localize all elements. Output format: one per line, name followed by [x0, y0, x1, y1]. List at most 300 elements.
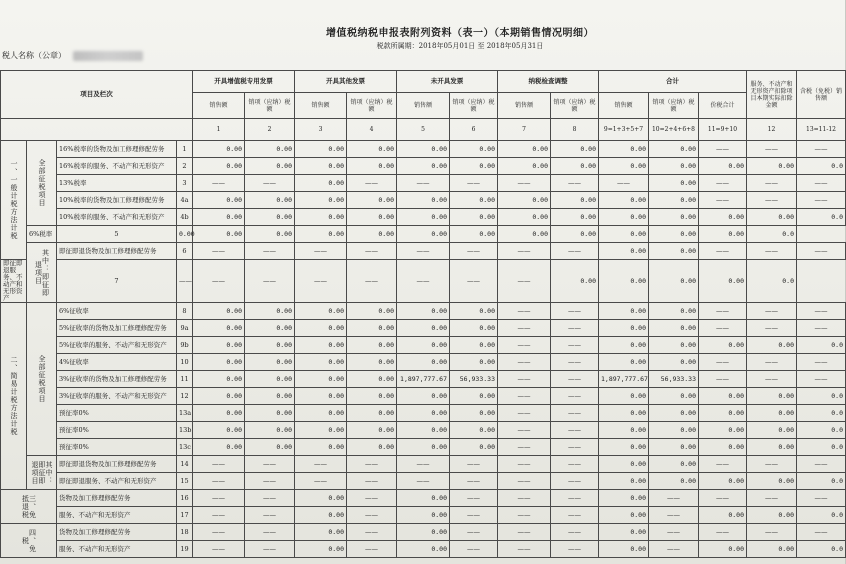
sub-header: 销项（应纳）税额 [347, 93, 397, 119]
value-cell: 0.00 [649, 209, 699, 226]
table-row [1, 405, 846, 422]
value-cell: 0.00 [747, 541, 797, 558]
row-number: 10 [177, 354, 193, 371]
value-cell: 0.00 [295, 141, 347, 158]
value-cell: 0.00 [599, 192, 649, 209]
row-number: 9a [177, 320, 193, 337]
value-cell: —— [193, 260, 245, 303]
value-cell: —— [551, 405, 599, 422]
value-cell: 0.00 [193, 209, 245, 226]
value-cell: —— [551, 439, 599, 456]
value-cell: 0.00 [498, 226, 551, 243]
value-cell: 0.00 [347, 388, 397, 405]
value-cell: —— [551, 243, 599, 260]
value-cell: 0.00 [295, 422, 347, 439]
value-cell: —— [747, 456, 797, 473]
value-cell: 1,897,777.67 [599, 371, 649, 388]
value-cell: 0.00 [649, 388, 699, 405]
value-cell: 0.00 [347, 320, 397, 337]
form-title: 增值税纳税申报表附列资料（表一）（本期销售情况明细） [326, 28, 594, 39]
row-label: 10%税率的货物及加工修理修配劳务 [57, 192, 177, 209]
sub-header: 销售额 [397, 93, 450, 119]
value-cell: 0.00 [397, 507, 450, 524]
value-cell: 0.00 [193, 439, 245, 456]
row-label: 16%税率的货物及加工修理修配劳务 [57, 141, 177, 158]
value-cell: 0.00 [397, 422, 450, 439]
row-number: 15 [177, 473, 193, 490]
value-cell: 0.0 [797, 209, 846, 226]
group-header-total: 合计 [599, 71, 747, 93]
value-cell: 0.00 [295, 192, 347, 209]
row-label: 服务、不动产和无形资产 [57, 541, 177, 558]
value-cell: —— [295, 456, 347, 473]
value-cell: —— [797, 354, 846, 371]
value-cell: 0.00 [649, 226, 699, 243]
value-cell: —— [551, 175, 599, 192]
table-row [1, 320, 846, 337]
value-cell: —— [498, 260, 551, 303]
value-cell: —— [551, 524, 599, 541]
value-cell: —— [193, 541, 245, 558]
value-cell: 0.00 [347, 354, 397, 371]
value-cell: 0.00 [699, 226, 747, 243]
row-label: 即征即退货物及加工修理修配劳务 [57, 243, 177, 260]
value-cell: 0.0 [797, 158, 846, 175]
value-cell: 0.00 [193, 320, 245, 337]
table-row [1, 243, 846, 260]
value-cell: —— [498, 524, 551, 541]
value-cell: 0.00 [295, 371, 347, 388]
value-cell: —— [699, 371, 747, 388]
value-cell: 0.00 [599, 541, 649, 558]
value-cell: 0.00 [599, 260, 649, 303]
sub-header: 销项（应纳）税额 [649, 93, 699, 119]
value-cell: 0.00 [599, 473, 649, 490]
value-cell: —— [245, 507, 295, 524]
value-cell: —— [498, 303, 551, 320]
value-cell: 0.00 [295, 541, 347, 558]
value-cell: —— [193, 456, 245, 473]
value-cell: 0.00 [699, 209, 747, 226]
row-number: 13a [177, 405, 193, 422]
value-cell: 0.00 [551, 226, 599, 243]
value-cell: —— [649, 541, 699, 558]
value-cell: —— [347, 260, 397, 303]
value-cell: 0.00 [193, 141, 245, 158]
table-row [1, 226, 846, 243]
group-header-inspection: 纳税检查调整 [498, 71, 599, 93]
value-cell: 0.00 [347, 371, 397, 388]
value-cell: 0.00 [397, 490, 450, 507]
value-cell: —— [498, 439, 551, 456]
col-number: 11=9+10 [699, 119, 747, 141]
value-cell: 0.00 [245, 422, 295, 439]
value-cell: 0.00 [245, 192, 295, 209]
value-cell: 0.00 [498, 158, 551, 175]
value-cell: 0.0 [797, 388, 846, 405]
value-cell: —— [551, 422, 599, 439]
value-cell: 0.00 [649, 243, 699, 260]
value-cell: —— [295, 473, 347, 490]
value-cell: —— [450, 243, 498, 260]
value-cell: —— [347, 243, 397, 260]
value-cell: 0.00 [599, 303, 649, 320]
sales-detail-table [0, 70, 846, 558]
col-number: 5 [397, 119, 450, 141]
value-cell: —— [551, 354, 599, 371]
row-label: 预征率0% [57, 422, 177, 439]
table-row [1, 524, 846, 541]
row-label: 13%税率 [57, 175, 177, 192]
row-number: 4b [177, 209, 193, 226]
value-cell: 0.00 [347, 422, 397, 439]
section-label: 四、免税 [1, 524, 57, 558]
group-header-no-invoice: 未开具发票 [397, 71, 498, 93]
sub-header: 销项（应纳）税额 [450, 93, 498, 119]
value-cell: 0.00 [193, 226, 245, 243]
value-cell: 0.00 [450, 439, 498, 456]
group-header-special-invoice: 开具增值税专用发票 [193, 71, 295, 93]
row-label: 预征率0% [57, 439, 177, 456]
value-cell: 0.00 [747, 388, 797, 405]
value-cell: —— [699, 354, 747, 371]
row-label: 5%征收率的服务、不动产和无形资产 [57, 337, 177, 354]
value-cell: —— [397, 175, 450, 192]
col-number: 4 [347, 119, 397, 141]
value-cell: —— [245, 541, 295, 558]
row-label: 6%税率 [27, 226, 57, 243]
value-cell: 0.00 [551, 192, 599, 209]
col-number: 7 [498, 119, 551, 141]
group-header-tax-inclusive: 含税（免税）销售额 [797, 71, 846, 119]
value-cell: 0.00 [747, 422, 797, 439]
value-cell: 0.00 [599, 209, 649, 226]
value-cell: —— [245, 260, 295, 303]
value-cell: 0.00 [747, 507, 797, 524]
value-cell: 0.00 [649, 405, 699, 422]
value-cell: —— [498, 175, 551, 192]
table-row [1, 141, 846, 158]
value-cell: 0.00 [295, 337, 347, 354]
value-cell: 56,933.33 [450, 371, 498, 388]
value-cell: —— [245, 456, 295, 473]
row-label: 预征率0% [57, 405, 177, 422]
value-cell: 0.00 [747, 337, 797, 354]
value-cell: —— [295, 243, 347, 260]
value-cell: —— [551, 456, 599, 473]
table-row [1, 192, 846, 209]
value-cell: 0.00 [649, 141, 699, 158]
col-number: 9=1+3+5+7 [599, 119, 649, 141]
value-cell: 0.00 [699, 405, 747, 422]
value-cell: 0.00 [193, 388, 245, 405]
value-cell: 0.00 [193, 405, 245, 422]
value-cell: 0.00 [397, 226, 450, 243]
value-cell: —— [747, 192, 797, 209]
value-cell: 0.00 [649, 320, 699, 337]
row-number: 9b [177, 337, 193, 354]
value-cell: 0.00 [397, 524, 450, 541]
row-label: 服务、不动产和无形资产 [57, 507, 177, 524]
tax-period: 税款所属期：2018年05月01日 至 2018年05月31日 [376, 42, 544, 50]
value-cell: 0.00 [295, 354, 347, 371]
row-number: 12 [177, 388, 193, 405]
table-row [1, 371, 846, 388]
value-cell: 0.0 [797, 507, 846, 524]
value-cell: —— [551, 541, 599, 558]
value-cell: —— [450, 490, 498, 507]
value-cell: —— [450, 175, 498, 192]
row-label: 3%征收率的服务、不动产和无形资产 [57, 388, 177, 405]
value-cell: 0.00 [193, 422, 245, 439]
value-cell: 0.0 [797, 473, 846, 490]
col-number: 6 [450, 119, 498, 141]
value-cell: 0.00 [599, 354, 649, 371]
value-cell: —— [649, 490, 699, 507]
col-number: 12 [747, 119, 797, 141]
value-cell: 0.00 [193, 337, 245, 354]
value-cell: 0.00 [599, 158, 649, 175]
row-label: 货物及加工修理修配劳务 [57, 524, 177, 541]
row-number: 14 [177, 456, 193, 473]
value-cell: 0.00 [295, 490, 347, 507]
value-cell: 0.00 [599, 524, 649, 541]
col-number: 8 [551, 119, 599, 141]
value-cell: —— [747, 320, 797, 337]
value-cell: 0.00 [245, 337, 295, 354]
sub-header: 销售额 [498, 93, 551, 119]
value-cell: 0.00 [397, 354, 450, 371]
value-cell: 0.00 [649, 456, 699, 473]
value-cell: 0.00 [498, 192, 551, 209]
value-cell: 0.00 [699, 439, 747, 456]
section-label: 三、免抵退税 [1, 490, 57, 524]
value-cell: 56,933.33 [649, 371, 699, 388]
value-cell: —— [699, 243, 747, 260]
row-number: 16 [177, 490, 193, 507]
value-cell: 0.00 [193, 158, 245, 175]
col-number: 10=2+4+6+8 [649, 119, 699, 141]
value-cell: 0.00 [295, 158, 347, 175]
value-cell: 0.00 [295, 320, 347, 337]
value-cell: 0.00 [245, 158, 295, 175]
value-cell: 0.00 [450, 141, 498, 158]
value-cell: —— [797, 141, 846, 158]
value-cell: 0.00 [699, 473, 747, 490]
value-cell: 0.00 [699, 260, 747, 303]
sub-header: 价税合计 [699, 93, 747, 119]
value-cell: —— [397, 243, 450, 260]
value-cell: 0.00 [397, 388, 450, 405]
row-label: 即征即退货物及加工修理修配劳务 [57, 456, 177, 473]
value-cell: —— [747, 303, 797, 320]
value-cell: —— [649, 507, 699, 524]
value-cell: —— [699, 490, 747, 507]
value-cell: 0.00 [747, 405, 797, 422]
value-cell: —— [450, 541, 498, 558]
value-cell: 0.00 [245, 320, 295, 337]
value-cell: —— [498, 541, 551, 558]
value-cell: —— [347, 541, 397, 558]
group-header-deduction: 服务、不动产和无形资产扣除项目本期实际扣除金额 [747, 71, 797, 119]
sub-header: 销售额 [599, 93, 649, 119]
value-cell: 0.00 [599, 507, 649, 524]
table-row [1, 456, 846, 473]
value-cell: 0.00 [397, 541, 450, 558]
value-cell: —— [649, 524, 699, 541]
value-cell: —— [498, 507, 551, 524]
value-cell: 0.00 [599, 320, 649, 337]
taxpayer-label: 税人名称（公章） [2, 51, 66, 60]
taxpayer-name-row [2, 50, 143, 61]
subgroup-label: 全部征税项目 [27, 141, 57, 226]
value-cell: —— [295, 260, 347, 303]
value-cell: —— [498, 490, 551, 507]
value-cell: 0.00 [649, 354, 699, 371]
table-row [1, 490, 846, 507]
value-cell: —— [797, 490, 846, 507]
value-cell: —— [450, 524, 498, 541]
value-cell: —— [498, 243, 551, 260]
value-cell: 0.00 [551, 209, 599, 226]
table-row [1, 354, 846, 371]
table-row [1, 422, 846, 439]
section-label: 一、一般计税方法计税 [1, 141, 27, 260]
value-cell: 0.00 [347, 209, 397, 226]
subgroup-label: 其中：即征即退项目 [27, 243, 57, 303]
value-cell: —— [747, 175, 797, 192]
value-cell: 0.00 [450, 158, 498, 175]
value-cell: —— [177, 260, 193, 303]
value-cell: 0.00 [649, 175, 699, 192]
row-number: 11 [177, 371, 193, 388]
value-cell: 0.00 [649, 192, 699, 209]
value-cell: 0.00 [599, 243, 649, 260]
value-cell: —— [797, 303, 846, 320]
value-cell: —— [797, 192, 846, 209]
table-row [1, 158, 846, 175]
value-cell: 0.00 [295, 439, 347, 456]
value-cell: —— [450, 456, 498, 473]
value-cell: —— [347, 456, 397, 473]
value-cell: —— [347, 473, 397, 490]
value-cell: —— [193, 507, 245, 524]
value-cell: 0.00 [599, 405, 649, 422]
value-cell: 0.00 [347, 439, 397, 456]
value-cell: 0.00 [347, 141, 397, 158]
value-cell: 0.00 [193, 371, 245, 388]
sub-header: 销售额 [193, 93, 245, 119]
value-cell: 0.00 [245, 354, 295, 371]
table-row [1, 473, 846, 490]
value-cell: —— [699, 192, 747, 209]
value-cell: —— [347, 490, 397, 507]
row-label: 5%征收率的货物及加工修理修配劳务 [57, 320, 177, 337]
value-cell: 0.00 [450, 192, 498, 209]
sub-header: 销项（应纳）税额 [551, 93, 599, 119]
value-cell: 0.00 [450, 354, 498, 371]
value-cell: 0.00 [599, 226, 649, 243]
value-cell: 0.00 [397, 192, 450, 209]
value-cell: 0.00 [450, 337, 498, 354]
row-label: 6%征收率 [57, 303, 177, 320]
redacted-name [73, 51, 143, 61]
sub-header: 销项（应纳）税额 [245, 93, 295, 119]
row-label: 10%税率的服务、不动产和无形资产 [57, 209, 177, 226]
value-cell: —— [797, 456, 846, 473]
value-cell: —— [450, 260, 498, 303]
value-cell: —— [699, 303, 747, 320]
section-label: 二、简易计税方法计税 [1, 303, 27, 490]
row-number: 2 [177, 158, 193, 175]
subgroup-label: 其中：即征即退项目 [27, 456, 57, 490]
col-number: 2 [245, 119, 295, 141]
value-cell: 0.00 [649, 439, 699, 456]
value-cell: 0.00 [649, 158, 699, 175]
value-cell: 0.00 [347, 405, 397, 422]
value-cell: 0.0 [797, 541, 846, 558]
value-cell: —— [747, 490, 797, 507]
col-number: 3 [295, 119, 347, 141]
value-cell: 0.00 [397, 439, 450, 456]
value-cell: 0.00 [649, 337, 699, 354]
value-cell: 0.00 [295, 226, 347, 243]
value-cell: 0.00 [599, 422, 649, 439]
row-number: 19 [177, 541, 193, 558]
value-cell: 0.00 [450, 320, 498, 337]
value-cell: —— [397, 260, 450, 303]
value-cell: 0.00 [347, 158, 397, 175]
value-cell: —— [498, 371, 551, 388]
value-cell: 0.00 [699, 422, 747, 439]
item-header: 项目及栏次 [1, 71, 193, 119]
value-cell: —— [551, 303, 599, 320]
value-cell: 0.00 [450, 209, 498, 226]
value-cell: 0.00 [649, 260, 699, 303]
value-cell: 0.00 [245, 405, 295, 422]
value-cell: 0.00 [649, 422, 699, 439]
group-header-other-invoice: 开具其他发票 [295, 71, 397, 93]
value-cell: —— [551, 337, 599, 354]
table-row [1, 303, 846, 320]
value-cell: —— [747, 141, 797, 158]
value-cell: —— [699, 524, 747, 541]
value-cell: 0.00 [699, 507, 747, 524]
value-cell: 0.00 [450, 388, 498, 405]
value-cell: —— [347, 507, 397, 524]
value-cell: 0.00 [599, 141, 649, 158]
value-cell: 0.00 [245, 388, 295, 405]
value-cell: —— [498, 354, 551, 371]
value-cell: —— [551, 388, 599, 405]
table-row [1, 260, 846, 303]
value-cell: —— [498, 320, 551, 337]
value-cell: 0.00 [649, 473, 699, 490]
value-cell: 0.00 [551, 141, 599, 158]
value-cell: 0.00 [699, 337, 747, 354]
value-cell: —— [797, 320, 846, 337]
value-cell: 0.00 [450, 303, 498, 320]
value-cell: 0.0 [797, 422, 846, 439]
value-cell: —— [797, 524, 846, 541]
value-cell: —— [245, 175, 295, 192]
value-cell: 0.00 [649, 303, 699, 320]
value-cell: 0.00 [450, 422, 498, 439]
value-cell: —— [193, 524, 245, 541]
value-cell: 0.00 [245, 226, 295, 243]
value-cell: 0.00 [193, 303, 245, 320]
value-cell: 0.00 [347, 337, 397, 354]
